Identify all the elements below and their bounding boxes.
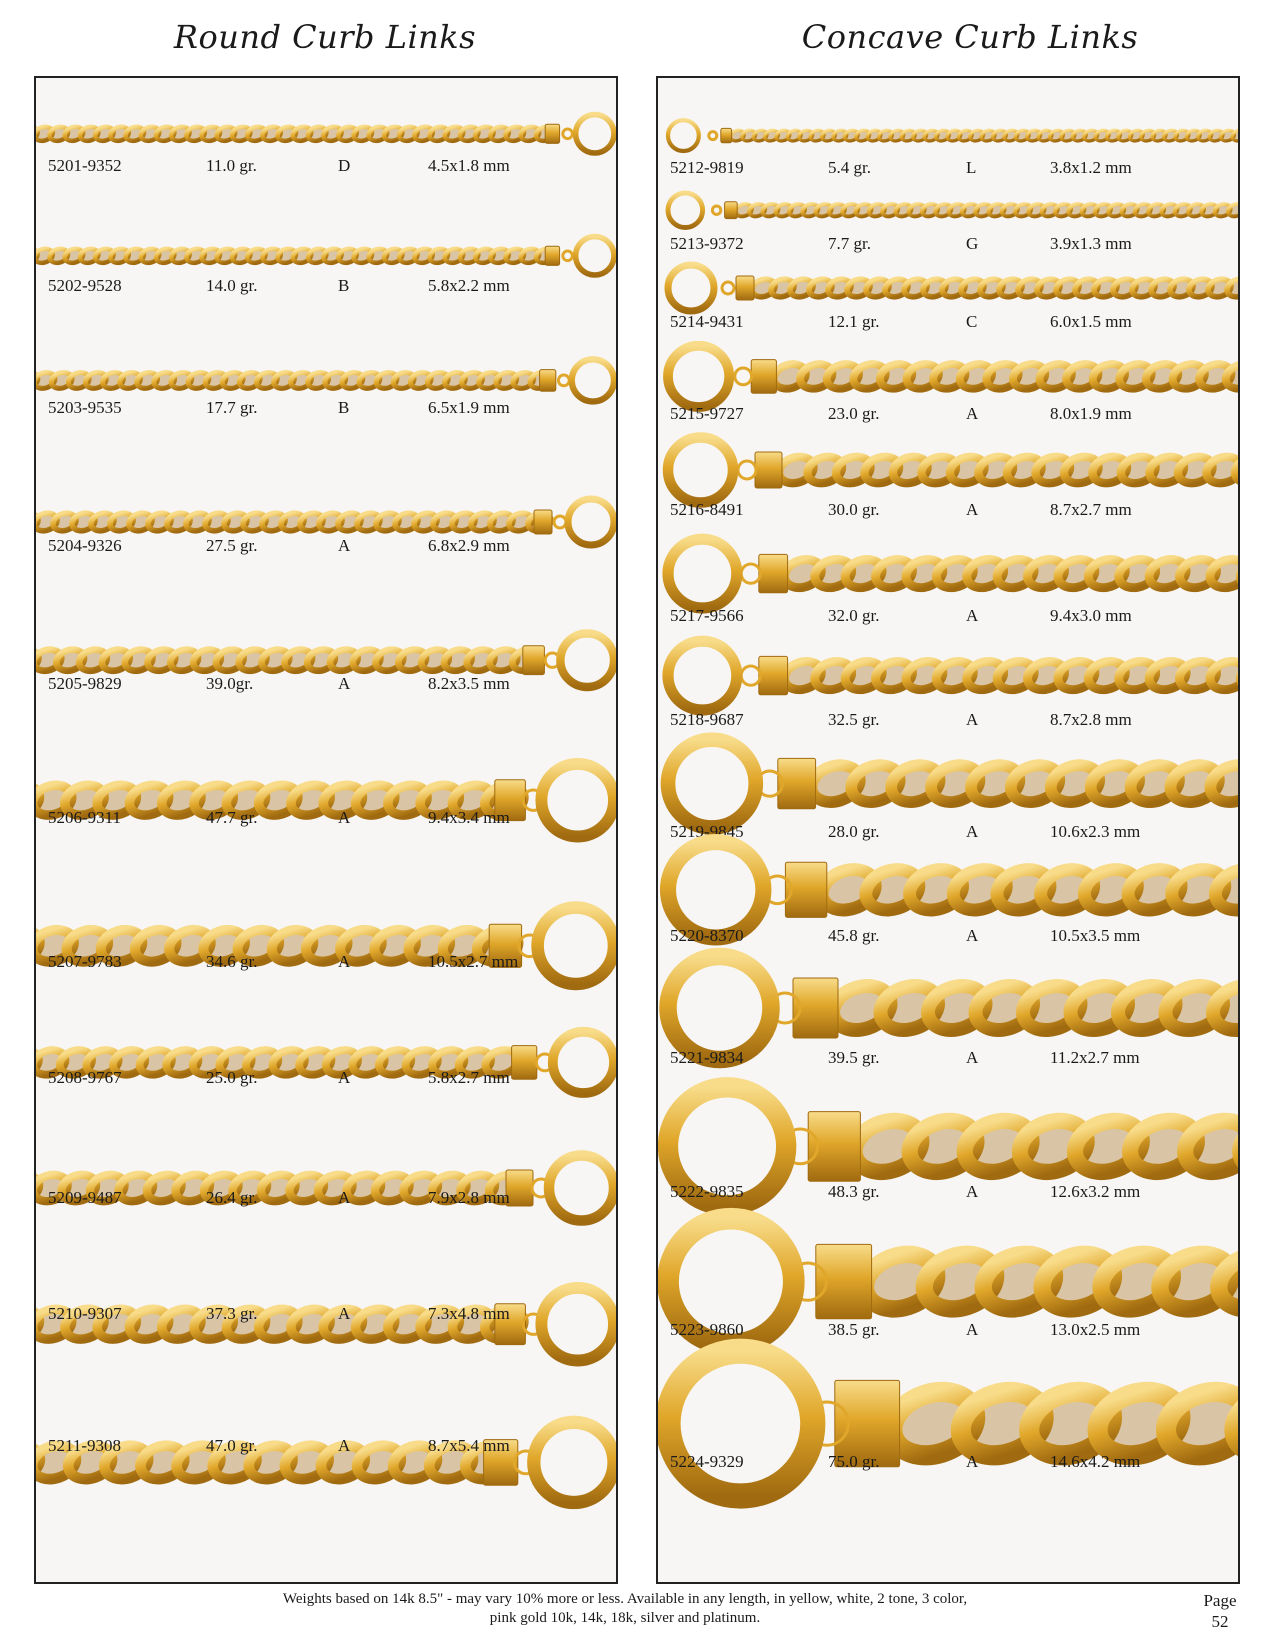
round-curb-chain-icon (36, 486, 618, 558)
item-size: 4.5x1.8 mm (428, 156, 510, 175)
concave-curb-chain-icon (658, 624, 1240, 727)
item-grade: A (338, 1304, 351, 1323)
item-grade: L (966, 158, 977, 177)
item-code: 5220-8370 (670, 926, 744, 945)
concave-curb-chain-icon (658, 1320, 1240, 1527)
round-curb-links-panel (34, 76, 618, 1584)
footer-note (200, 1590, 1050, 1628)
item-code: 5214-9431 (670, 312, 744, 331)
item-size: 7.9x2.8 mm (428, 1188, 510, 1207)
concave-curb-chain-icon (658, 330, 1240, 423)
item-code: 5203-9535 (48, 398, 122, 417)
item-grade: G (966, 234, 979, 253)
item-code: 5222-9835 (670, 1182, 744, 1201)
item-weight: 39.0gr. (206, 674, 254, 693)
item-grade: A (338, 1068, 351, 1087)
item-code: 5206-9311 (48, 808, 122, 827)
item-size: 6.0x1.5 mm (1050, 312, 1132, 331)
item-size: 7.3x4.8 mm (428, 1304, 510, 1323)
concave-curb-chain-icon (658, 252, 1240, 324)
item-grade: A (338, 1188, 351, 1207)
item-weight: 45.8 gr. (828, 926, 880, 945)
footer-line-2: pink gold 10k, 14k, 18k, silver and platinum. (489, 1610, 761, 1626)
item-code: 5216-8491 (670, 500, 744, 519)
item-weight: 23.0 gr. (828, 404, 880, 423)
item-code: 5209-9487 (48, 1188, 122, 1207)
item-size: 8.0x1.9 mm (1050, 404, 1132, 423)
item-weight: 30.0 gr. (828, 500, 880, 519)
item-size: 8.2x3.5 mm (428, 674, 510, 693)
item-code: 5221-9834 (670, 1048, 744, 1067)
item-grade: A (966, 1182, 979, 1201)
right-column-title: Concave Curb Links (801, 18, 1139, 56)
item-weight: 14.0 gr. (206, 276, 258, 295)
item-code: 5202-9528 (48, 276, 122, 295)
item-grade: D (338, 156, 351, 175)
item-code: 5201-9352 (48, 156, 122, 175)
item-size: 9.4x3.4 mm (428, 808, 510, 827)
item-grade: A (966, 710, 979, 729)
item-size: 10.5x2.7 mm (428, 952, 519, 971)
item-weight: 12.1 gr. (828, 312, 880, 331)
round-curb-chain-icon (36, 619, 618, 701)
item-code: 5217-9566 (670, 606, 744, 625)
item-code: 5219-9845 (670, 822, 744, 841)
item-size: 6.5x1.9 mm (428, 398, 510, 417)
item-grade: B (338, 398, 350, 417)
item-weight: 34.6 gr. (206, 952, 258, 971)
item-code: 5205-9829 (48, 674, 122, 693)
item-grade: A (966, 1048, 979, 1067)
item-code: 5207-9783 (48, 952, 122, 971)
footer-line-1: Weights based on 14k 8.5" - may vary 10% more or less. Available in any length, in yellow, white, 2 tone, 3 color, (282, 1591, 968, 1607)
item-code: 5218-9687 (670, 710, 744, 729)
item-size: 3.9x1.3 mm (1050, 234, 1132, 253)
item-grade: A (338, 674, 351, 693)
item-grade: A (338, 808, 351, 827)
concave-curb-chain-icon (658, 522, 1240, 625)
item-size: 6.8x2.9 mm (428, 536, 510, 555)
item-weight: 47.7 gr. (206, 808, 258, 827)
item-size: 5.8x2.7 mm (428, 1068, 510, 1087)
item-size: 10.5x3.5 mm (1050, 926, 1141, 945)
item-weight: 32.0 gr. (828, 606, 880, 625)
item-weight: 17.7 gr. (206, 398, 258, 417)
item-size: 12.6x3.2 mm (1050, 1182, 1141, 1201)
round-curb-chain-icon (36, 889, 618, 1003)
item-weight: 25.0 gr. (206, 1068, 258, 1087)
round-curb-chain-icon (36, 347, 618, 414)
item-weight: 27.5 gr. (206, 536, 258, 555)
item-code: 5204-9326 (48, 536, 122, 555)
item-weight: 7.7 gr. (828, 234, 871, 253)
item-code: 5210-9307 (48, 1304, 122, 1323)
item-weight: 32.5 gr. (828, 710, 880, 729)
item-code: 5212-9819 (670, 158, 744, 177)
item-grade: A (966, 500, 979, 519)
item-grade: B (338, 276, 350, 295)
item-weight: 47.0 gr. (206, 1436, 258, 1455)
item-weight: 38.5 gr. (828, 1320, 880, 1339)
item-code: 5224-9329 (670, 1452, 744, 1471)
item-weight: 11.0 gr. (206, 156, 257, 175)
item-size: 9.4x3.0 mm (1050, 606, 1132, 625)
round-curb-chain-icon (36, 1139, 618, 1237)
item-code: 5215-9727 (670, 404, 744, 423)
item-weight: 39.5 gr. (828, 1048, 880, 1067)
concave-curb-chain-icon (658, 110, 1240, 161)
item-grade: A (966, 822, 979, 841)
item-weight: 5.4 gr. (828, 158, 871, 177)
item-size: 11.2x2.7 mm (1050, 1048, 1140, 1067)
item-weight: 48.3 gr. (828, 1182, 880, 1201)
item-size: 10.6x2.3 mm (1050, 822, 1141, 841)
left-column-title: Round Curb Links (173, 18, 477, 56)
item-grade: A (966, 404, 979, 423)
item-grade: A (966, 926, 979, 945)
round-curb-chain-icon (36, 1016, 618, 1109)
round-curb-chain-icon (36, 1403, 618, 1522)
item-grade: A (338, 536, 351, 555)
item-size: 8.7x2.7 mm (1050, 500, 1132, 519)
item-grade: A (966, 1452, 979, 1471)
round-curb-chain-icon (36, 1270, 618, 1378)
item-code: 5211-9308 (48, 1436, 122, 1455)
concave-curb-links-panel (656, 76, 1240, 1584)
item-code: 5223-9860 (670, 1320, 744, 1339)
item-grade: C (966, 312, 978, 331)
round-curb-chain-icon (36, 746, 618, 854)
item-weight: 26.4 gr. (206, 1188, 258, 1207)
item-size: 8.7x5.4 mm (428, 1436, 510, 1455)
item-grade: A (338, 952, 351, 971)
item-grade: A (966, 606, 979, 625)
item-grade: A (338, 1436, 351, 1455)
round-curb-chain-icon (36, 225, 618, 287)
page-number (1190, 1590, 1250, 1632)
page-label-text: Page (1203, 1591, 1237, 1610)
item-size: 8.7x2.8 mm (1050, 710, 1132, 729)
item-weight: 28.0 gr. (828, 822, 880, 841)
round-curb-chain-icon (36, 103, 618, 165)
item-weight: 37.3 gr. (206, 1304, 258, 1323)
concave-curb-chain-icon (658, 421, 1240, 519)
item-grade: A (966, 1320, 979, 1339)
item-weight: 75.0 gr. (828, 1452, 880, 1471)
item-size: 3.8x1.2 mm (1050, 158, 1132, 177)
item-code: 5213-9372 (670, 234, 744, 253)
item-code: 5208-9767 (48, 1068, 122, 1087)
item-size: 5.8x2.2 mm (428, 276, 510, 295)
concave-curb-chain-icon (658, 182, 1240, 238)
item-size: 14.6x4.2 mm (1050, 1452, 1141, 1471)
item-size: 13.0x2.5 mm (1050, 1320, 1141, 1339)
page-number-value: 52 (1211, 1612, 1229, 1631)
